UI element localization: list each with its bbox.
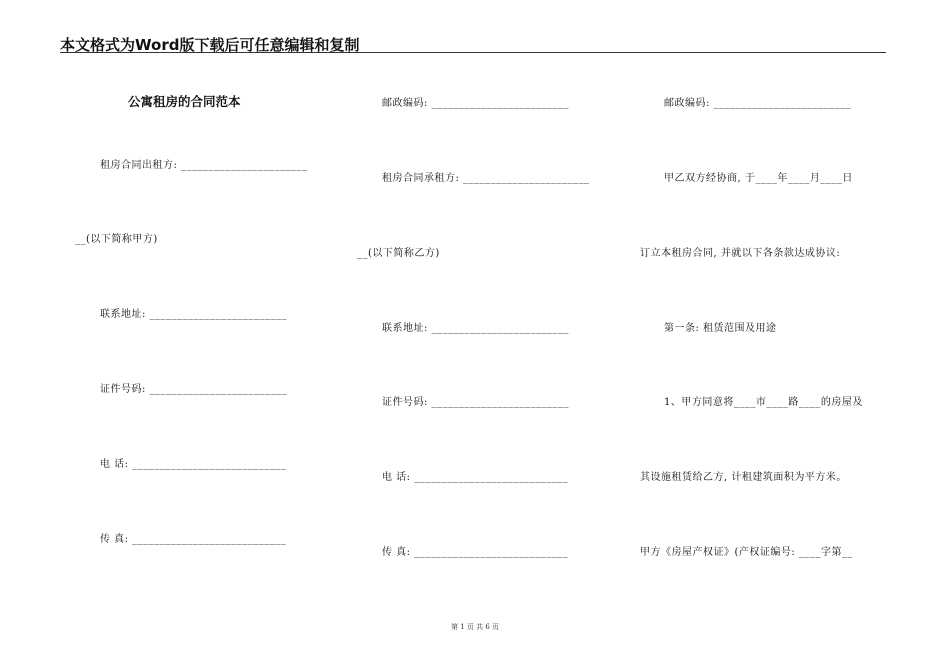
party-b-fax: 传 真: ____________________________ <box>382 547 569 558</box>
lessee-line: 租房合同承租方: _______________________ <box>382 173 590 184</box>
agreement-continuation: 订立本租房合同, 并就以下各条款达成协议: <box>640 248 841 259</box>
party-a-id-number: 证件号码: _________________________ <box>100 384 288 395</box>
party-a-postcode: 邮政编码: _________________________ <box>382 98 570 109</box>
party-b-phone: 电 话: ____________________________ <box>382 472 569 483</box>
party-b-alias: __(以下简称乙方) <box>357 248 440 259</box>
party-a-fax: 传 真: ____________________________ <box>100 534 287 545</box>
lessor-line: 租房合同出租方: _______________________ <box>100 160 308 171</box>
property-certificate-line: 甲方《房屋产权证》(产权证编号: ____字第__ <box>640 547 853 558</box>
article-1-heading: 第一条: 租赁范围及用途 <box>664 323 777 334</box>
page-number: 第 1 页 共 6 页 <box>450 623 500 631</box>
document-header: 本文格式为Word版下载后可任意编辑和复制 <box>60 36 360 54</box>
contract-title: 公寓租房的合同范本 <box>128 94 241 109</box>
agreement-date-line: 甲乙双方经协商, 于____年____月____日 <box>664 173 853 184</box>
party-b-address: 联系地址: _________________________ <box>382 323 570 334</box>
party-b-id-number: 证件号码: _________________________ <box>382 397 570 408</box>
article-1-item-1-continuation: 其设施租赁给乙方, 计租建筑面积为平方米。 <box>640 472 847 483</box>
article-1-item-1: 1、甲方同意将____市____路____的房屋及 <box>664 397 863 408</box>
party-a-phone: 电 话: ____________________________ <box>100 459 287 470</box>
header-divider <box>60 52 886 53</box>
party-a-alias: __(以下简称甲方) <box>75 234 158 245</box>
party-b-postcode: 邮政编码: _________________________ <box>664 98 852 109</box>
party-a-address: 联系地址: _________________________ <box>100 309 288 320</box>
